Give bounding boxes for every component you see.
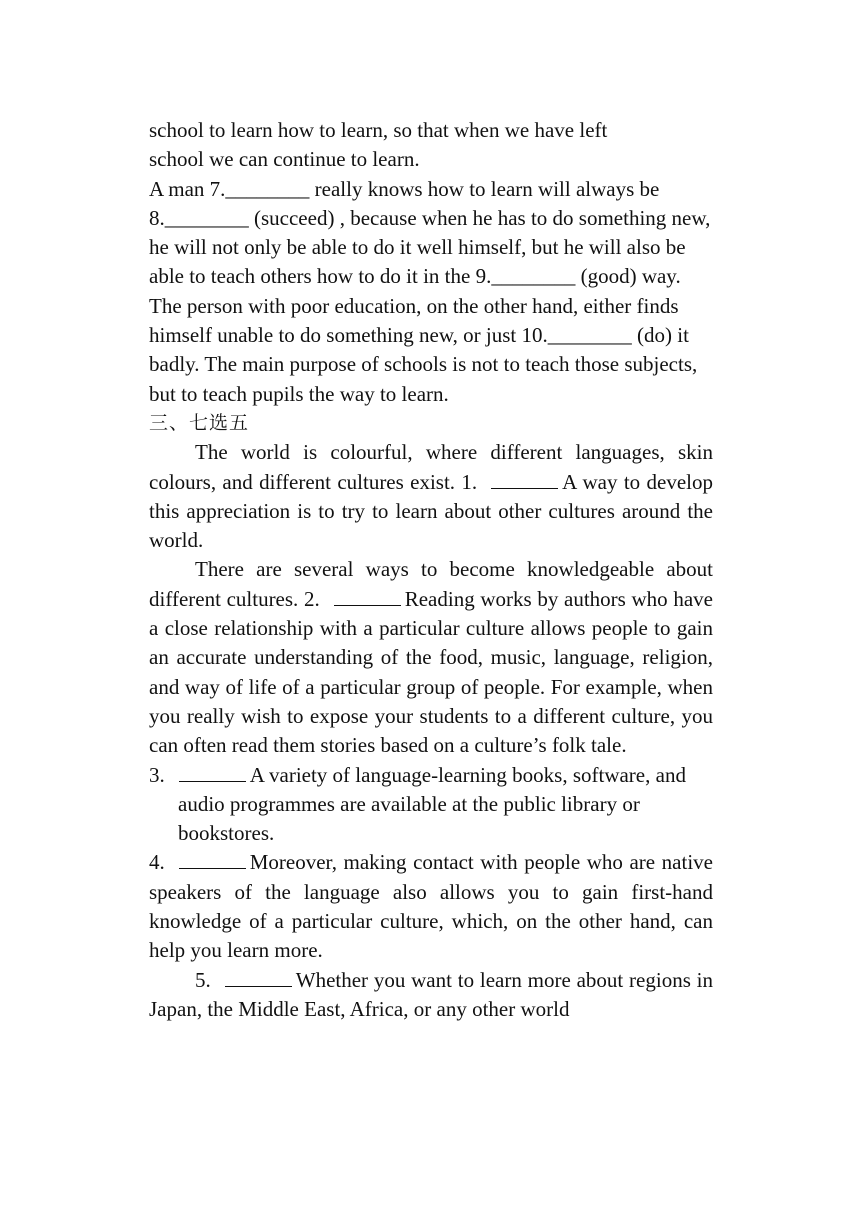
answer-blank-1[interactable] bbox=[491, 470, 558, 489]
paragraph-text: Moreover, making contact with people who are native speakers of the language also allows you to gain first-hand knowledge of a particular culture, which, on the other hand, can help you learn more. bbox=[149, 850, 713, 963]
paragraph-text: Whether you want to learn more about regions in Japan, the Middle East, Africa, or any other world bbox=[149, 967, 713, 1021]
answer-blank-4[interactable] bbox=[179, 850, 246, 869]
item-number: 3. bbox=[149, 762, 165, 787]
paragraph-4 bbox=[149, 848, 713, 965]
item-number: 4. bbox=[149, 850, 165, 875]
paragraph-text: A way to develop this appreciation is to try to learn about other cultures around the world. bbox=[149, 469, 713, 553]
answer-blank-3[interactable] bbox=[179, 763, 246, 782]
paragraph-5 bbox=[149, 966, 713, 1025]
paragraph-2 bbox=[149, 555, 713, 760]
answer-blank-2[interactable] bbox=[334, 587, 401, 606]
document-page bbox=[149, 116, 713, 1024]
paragraph-fill-in: A man 7.________ really knows how to learn will always be 8.________ (succeed) , because when he has to do something new, he will not only be able to do it well himself, but he will also be able to teach others how to do it in the 9.________ (good) way. The person with poor education, on the other hand, either finds himself unable to do something new, or just 10.________ (do) it badly. The main purpose of schools is not to teach those subjects, but to teach pupils the way to learn. bbox=[149, 176, 711, 406]
text-line: school to learn how to learn, so that when we have left bbox=[149, 118, 608, 142]
paragraph-3 bbox=[149, 761, 713, 849]
item-number: 5. bbox=[195, 967, 211, 992]
paragraph-text: A variety of language-learning books, software, and audio programmes are available at the public library or bookstores. bbox=[178, 762, 686, 846]
answer-blank-5[interactable] bbox=[225, 968, 292, 987]
paragraph-1 bbox=[149, 438, 713, 555]
paragraph-text: The world is colourful, where different languages, skin colours, and different cultures exist. 1. bbox=[149, 440, 713, 494]
text-line: school we can continue to learn. bbox=[149, 147, 420, 172]
section-heading: 三、七选五 bbox=[149, 411, 250, 434]
paragraph-text: There are several ways to become knowledgeable about different cultures. 2. bbox=[149, 557, 713, 611]
paragraph-text: Reading works by authors who have a close relationship with a particular culture allows people to gain an accurate understanding of the food, music, language, religion, and way of life of a particular group of people. For example, when you really wish to expose your students to a different culture, you can often read them stories based on a culture’s folk tale. bbox=[149, 586, 713, 758]
